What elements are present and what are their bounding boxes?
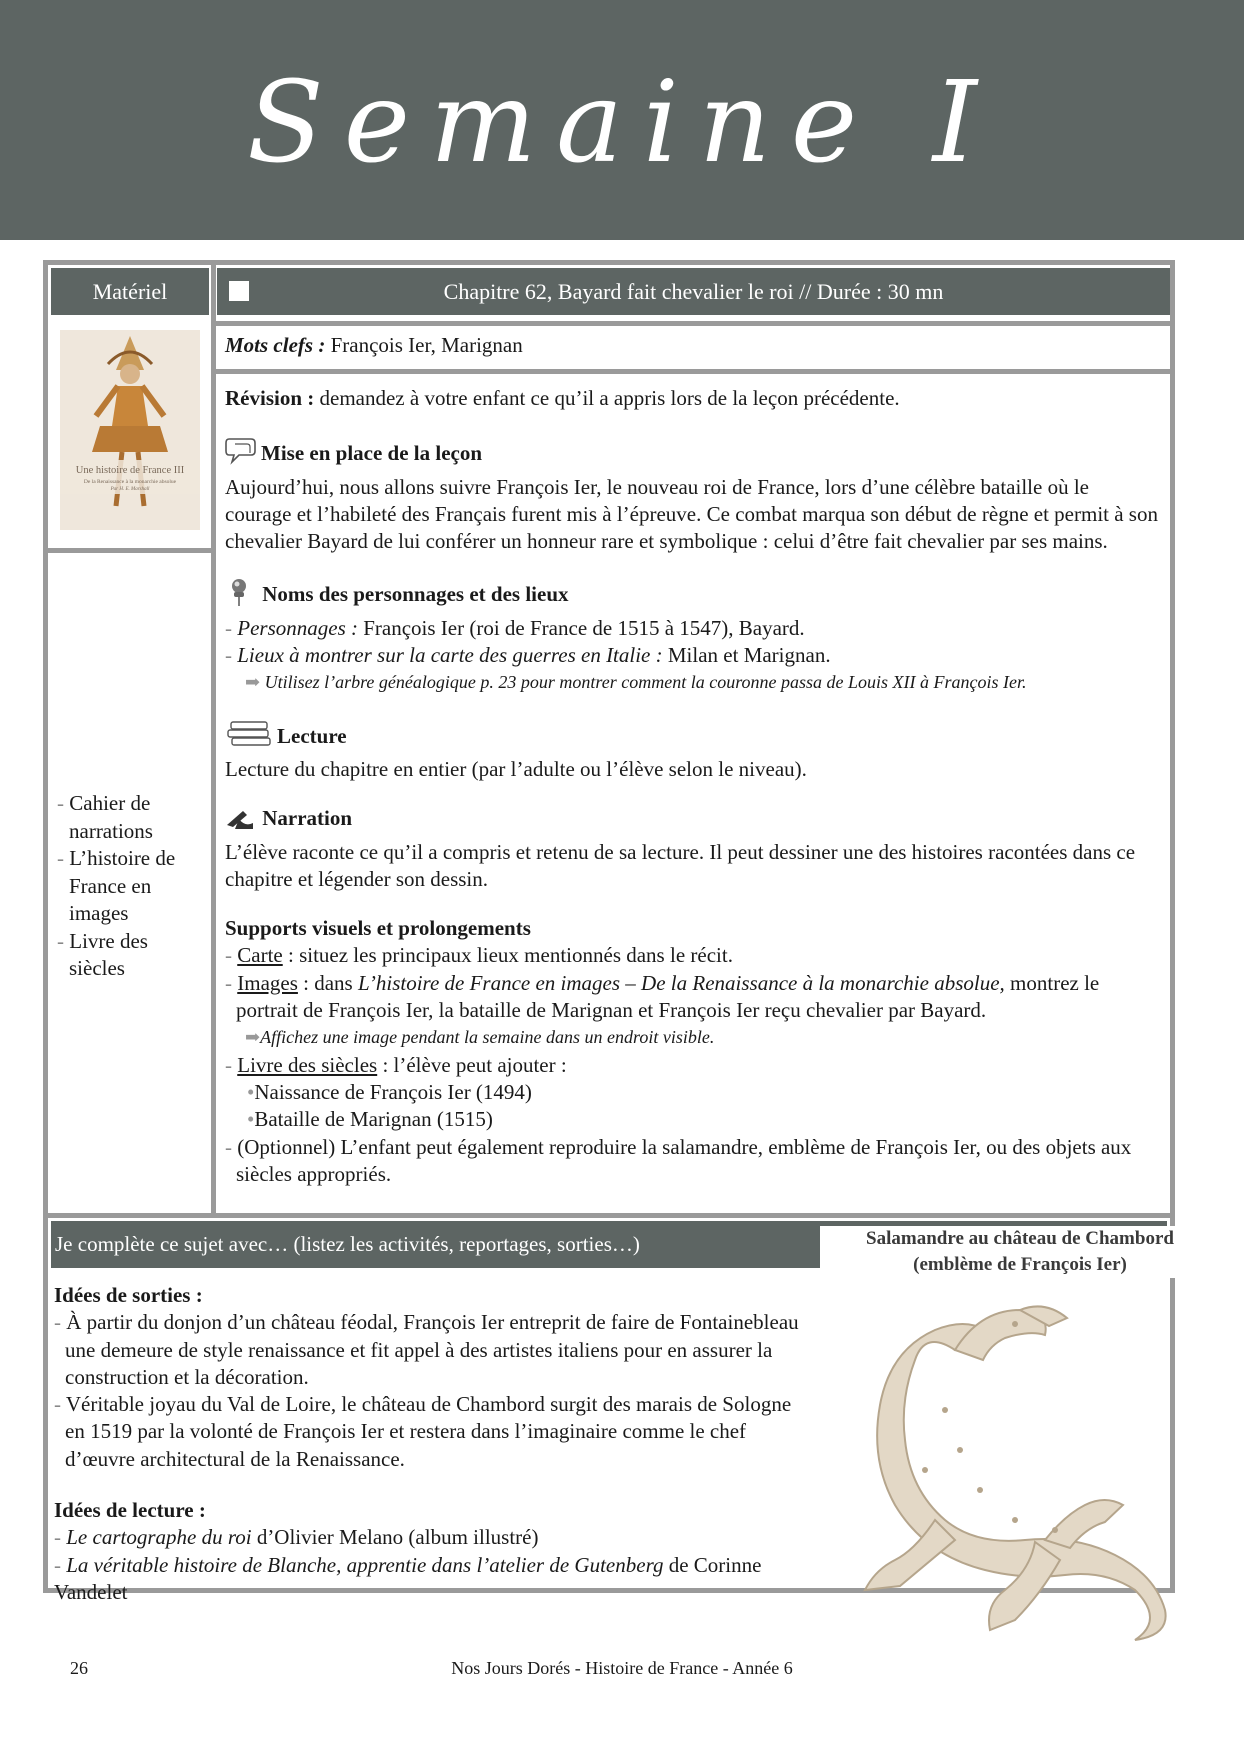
lecture-title: Lecture [225,719,1160,756]
arrow-icon: ➡ [245,672,261,693]
writing-hand-icon [225,805,255,838]
row-separator [216,321,1172,326]
speech-bubble-icon [225,436,259,473]
checkbox-icon[interactable] [229,281,249,301]
tip-line: ➡ Utilisez l’arbre généalogique p. 23 pour montrer comment la couronne passa de Louis XII à François Ier. [245,672,1027,693]
lesson-box [43,260,1175,1218]
images-line: - Images : dans L’histoire de France en images – De la Renaissance à la monarchie absolue, montrez le portrait de François Ier, la bataille de Marignan et François Ier reçu chevalier par Bayard. [225,970,1100,1023]
list-item: •Bataille de Marignan (1515) [247,1107,493,1132]
cover-title: Une histoire de France III [75,465,185,476]
chapter-header [217,268,1170,315]
salamander-image [805,1290,1225,1650]
cover-author: Par H. E. Marshall [110,487,150,492]
mise-text: Aujourd’hui, nous allons suivre François Ier, le nouveau roi de France, lors d’une célèbre bataille où le courage et l’habileté des Français furent mis à l’épreuve. Ce combat marqua son début de règne et permit à son chevalier Bayard de lui conférer un honneur rare et symbolique : celui d’être fait chevalier par ses mains. [225,474,1158,554]
list-item: - Véritable joyau du Val de Loire, le château de Chambord surgit des marais de Sologne en 1519 par la volonté de François Ier et restera dans l’imaginaire comme le chef d’œuvre architectural de la Renaissance. [54,1392,792,1471]
keywords-label: Mots clefs : [225,333,326,357]
extra-content [54,1282,814,1606]
tip-line: ➡Affichez une image pendant la semaine dans un endroit visible. [245,1027,715,1048]
footer-text: Nos Jours Dorés - Histoire de France - Année 6 [451,1658,793,1678]
column-divider [211,265,216,1215]
places-line: - Lieux à montrer sur la carte des guerres en Italie : Milan et Marignan. [225,643,831,668]
lecture-text: Lecture du chapitre en entier (par l’adulte ou l’élève selon le niveau). [225,756,807,781]
materiel-header: Matériel [51,268,209,315]
narration-text: L’élève raconte ce qu’il a compris et retenu de sa lecture. Il peut dessiner une des histoires racontées dans ce chapitre et légender son dessin. [225,839,1136,891]
narration-title: Narration [225,805,1160,838]
page-number: 26 [70,1658,88,1678]
lecture-ideas-title: Idées de lecture : [54,1498,206,1523]
list-item: - Le cartographe du roi d’Olivier Melano (album illustré) [54,1525,539,1550]
book-cover-image [60,330,200,530]
lesson-content [225,385,1160,1188]
mise-title: Mise en place de la leçon [225,436,1160,473]
pushpin-icon [225,577,255,614]
row-separator [216,369,1172,374]
salamander-caption: Salamandre au château de Chambord (emblème de François Ier) [820,1226,1220,1278]
list-item: - L’histoire de France en images [57,846,176,925]
noms-title: Noms des personnages et des lieux [225,577,1160,614]
list-item: - À partir du donjon d’un château féodal, François Ier entreprit de faire de Fontainebleau une demeure de style renaissance et fit appel à des artistes italiens pour en assurer la construction et la décoration. [54,1310,799,1389]
list-item: - Livre des siècles [57,928,148,980]
list-item: - Cahier de narrations [57,791,153,843]
list-item: - La véritable histoire de Blanche, apprentie dans l’atelier de Gutenberg de Corinne Vandelet [54,1552,762,1604]
arrow-icon: ➡ [245,1027,261,1048]
page-title: Semaine I [246,58,998,188]
carte-line: - Carte : situez les principaux lieux mentionnés dans le récit. [225,943,733,968]
title-banner [0,0,1244,240]
optional-line: - (Optionnel) L’enfant peut également reproduire la salamandre, emblème de François Ier, ou des objets aux siècles appropriés. [225,1134,1132,1186]
books-icon [225,719,275,756]
materials-list [52,790,207,983]
left-separator [48,548,211,553]
livre-line: - Livre des siècles : l’élève peut ajouter : [225,1052,567,1077]
persons-line: - Personnages : François Ier (roi de France de 1515 à 1547), Bayard. [225,615,805,640]
keywords-value: François Ier, Marignan [330,333,523,357]
keywords-line [225,333,523,358]
revision-line: Révision : demandez à votre enfant ce qu’il a appris lors de la leçon précédente. [225,386,900,410]
supports-title: Supports visuels et prolongements [225,916,531,941]
cover-subtitle: De la Renaissance à la monarchie absolue [83,479,177,485]
sorties-title: Idées de sorties : [54,1283,203,1307]
extra-header: Je complète ce sujet avec… (listez les activités, reportages, sorties…) [51,1221,1167,1268]
chapter-title: Chapitre 62, Bayard fait chevalier le roi // Durée : 30 mn [443,279,944,304]
list-item: •Naissance de François Ier (1494) [247,1079,532,1104]
